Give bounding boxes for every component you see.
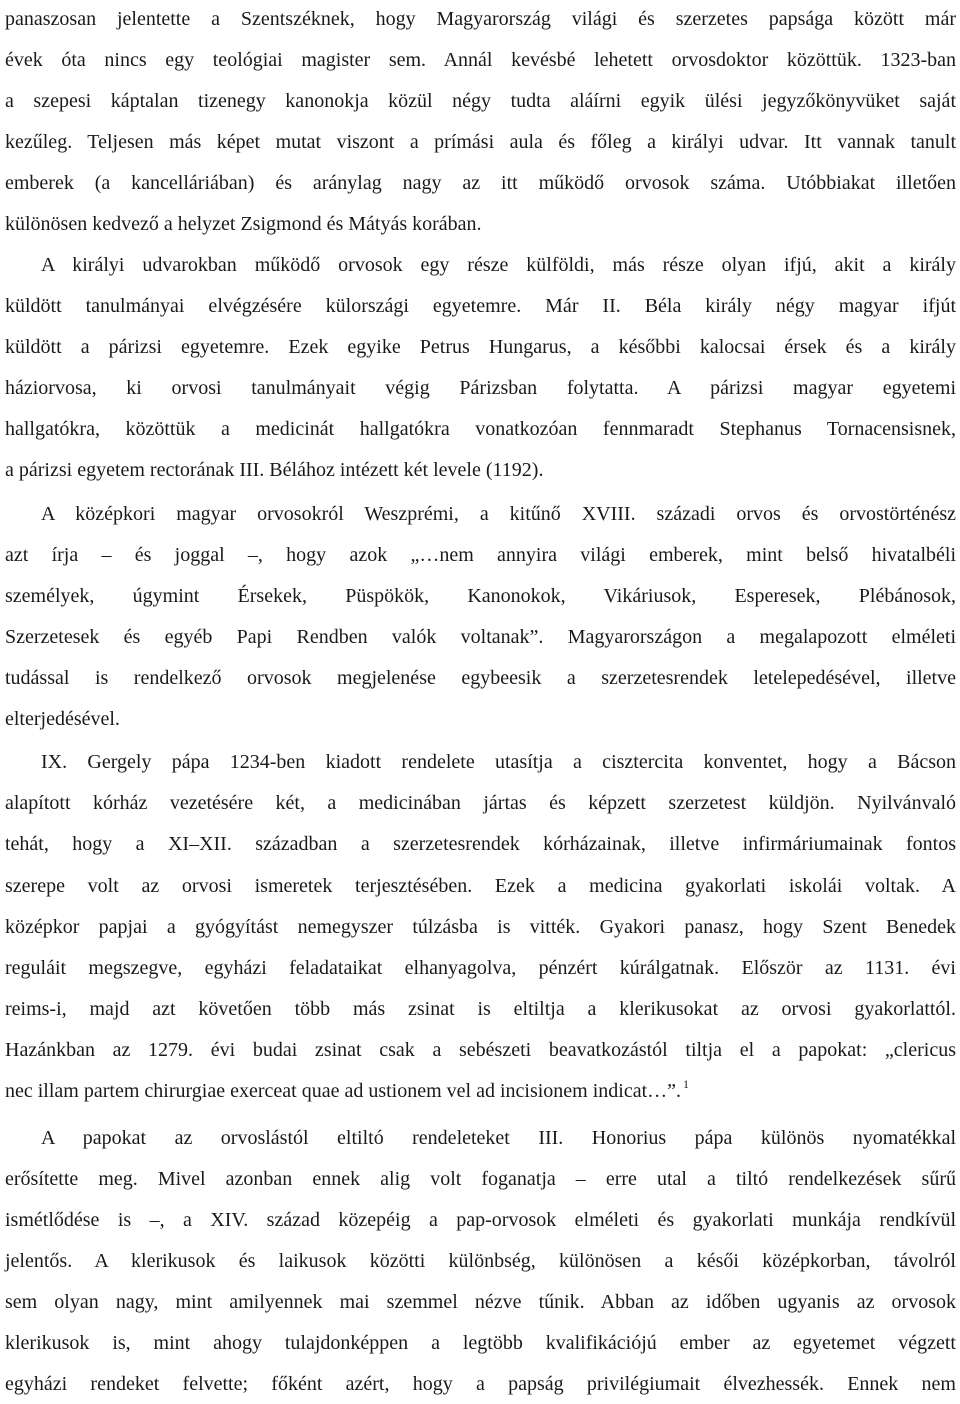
text-line: klerikusok is, mint ahogy tulajdonképpen a legtöbb kvalifikációjú ember az egyetemet végzett xyxy=(5,1332,956,1354)
text-line-content: nec illam partem chirurgiae exerceat quae ad ustionem vel ad incisionem indicat…”. xyxy=(5,1080,682,1102)
text-line: ismétlődése is –, a XIV. század közepéig a pap-orvosok elméleti és gyakorlati munkája rendkívül xyxy=(5,1209,956,1231)
text-line: emberek (a kancelláriában) és aránylag nagy az itt működő orvosok száma. Utóbbiakat illetően xyxy=(5,172,956,194)
text-line: IX. Gergely pápa 1234-ben kiadott rendelete utasítja a cisztercita konventet, hogy a Bácson xyxy=(41,751,956,773)
text-line: reims-i, majd azt követően több más zsinat is eltiltja a klerikusokat az orvosi gyakorlattól. xyxy=(5,998,956,1020)
text-line: panaszosan jelentette a Szentszéknek, hogy Magyarország világi és szerzetes papsága között már xyxy=(5,8,956,30)
text-line: reguláit megszegve, egyházi feladataikat elhanyagolva, pénzért kúrálgatnak. Először az 1131. évi xyxy=(5,957,956,979)
text-line: személyek, úgymint Érsekek, Püspökök, Kanonokok, Vikáriusok, Esperesek, Plébánosok, xyxy=(5,585,956,607)
text-line: Szerzetesek és egyéb Papi Rendben valók voltanak”. Magyarországon a megalapozott elméleti xyxy=(5,626,956,648)
text-line: a párizsi egyetem rectorának III. Bélához intézett két levele (1192). xyxy=(5,459,544,481)
text-line xyxy=(5,1077,956,1105)
text-line: azt írja – és joggal –, hogy azok „…nem annyira világi emberek, mint belső hivatalbéli xyxy=(5,544,956,566)
text-line: küldött a párizsi egyetemre. Ezek egyike Petrus Hungarus, a későbbi kalocsai érsek és a király xyxy=(5,336,956,358)
text-line: a szepesi káptalan tizenegy kanonokja közül négy tudta aláírni egyik ülési jegyzőkönyvüket saját xyxy=(5,90,956,112)
text-line: különösen kedvező a helyzet Zsigmond és Mátyás korában. xyxy=(5,213,482,235)
text-line: A papokat az orvoslástól eltiltó rendeleteket III. Honorius pápa különös nyomatékkal xyxy=(41,1127,956,1149)
text-line: háziorvosa, ki orvosi tanulmányait végig Párizsban folytatta. A párizsi magyar egyetemi xyxy=(5,377,956,399)
text-line: küldött tanulmányai elvégzésére külországi egyetemre. Már II. Béla király négy magyar ifjút xyxy=(5,295,956,317)
text-line: elterjedésével. xyxy=(5,708,120,730)
text-line: egyházi rendeket felvette; főként azért, hogy a papság privilégiumait élvezhessék. Ennek nem xyxy=(5,1373,956,1395)
text-line: tudással is rendelkező orvosok megjelenése egybeesik a szerzetesrendek letelepedésével, illetve xyxy=(5,667,956,689)
text-line: Hazánkban az 1279. évi budai zsinat csak a sebészeti beavatkozástól tiltja el a papokat: „clericus xyxy=(5,1039,956,1061)
text-line: jelentős. A klerikusok és laikusok közötti különbség, különösen a késői középkorban, távolról xyxy=(5,1250,956,1272)
text-line: A középkori magyar orvosokról Weszprémi, a kitűnő XVIII. századi orvos és orvostörténész xyxy=(41,503,956,525)
text-line: hallgatókra, közöttük a medicinát hallgatókra vonatkozóan fennmaradt Stephanus Tornacensisnek, xyxy=(5,418,956,440)
text-line: középkor papjai a gyógyítást nemegyszer túlzásba is vitték. Gyakori panasz, hogy Szent Benedek xyxy=(5,916,956,938)
text-line: szerepe volt az orvosi ismeretek terjesztésében. Ezek a medicina gyakorlati iskolái voltak. A xyxy=(5,875,956,897)
text-line: A királyi udvarokban működő orvosok egy része külföldi, más része olyan ifjú, akit a király xyxy=(41,254,956,276)
text-line: sem olyan nagy, mint amilyennek mai szemmel nézve tűnik. Abban az időben ugyanis az orvosok xyxy=(5,1291,956,1313)
text-line: kezűleg. Teljesen más képet mutat viszont a prímási aula és főleg a királyi udvar. Itt vannak tanult xyxy=(5,131,956,153)
text-line: erősítette meg. Mivel azonban ennek alig volt foganatja – erre utal a tiltó rendelkezések sűrű xyxy=(5,1168,956,1190)
text-line: tehát, hogy a XI–XII. században a szerzetesrendek kórházainak, illetve infirmáriumainak fontos xyxy=(5,833,956,855)
footnote-reference[interactable]: 1 xyxy=(683,1077,690,1091)
text-line: alapított kórház vezetésére két, a medicinában jártas és képzett szerzetest küldjön. Nyilvánvaló xyxy=(5,792,956,814)
text-line: évek óta nincs egy teológiai magister sem. Annál kevésbé lehetett orvosdoktor közöttük. 1323-ban xyxy=(5,49,956,71)
